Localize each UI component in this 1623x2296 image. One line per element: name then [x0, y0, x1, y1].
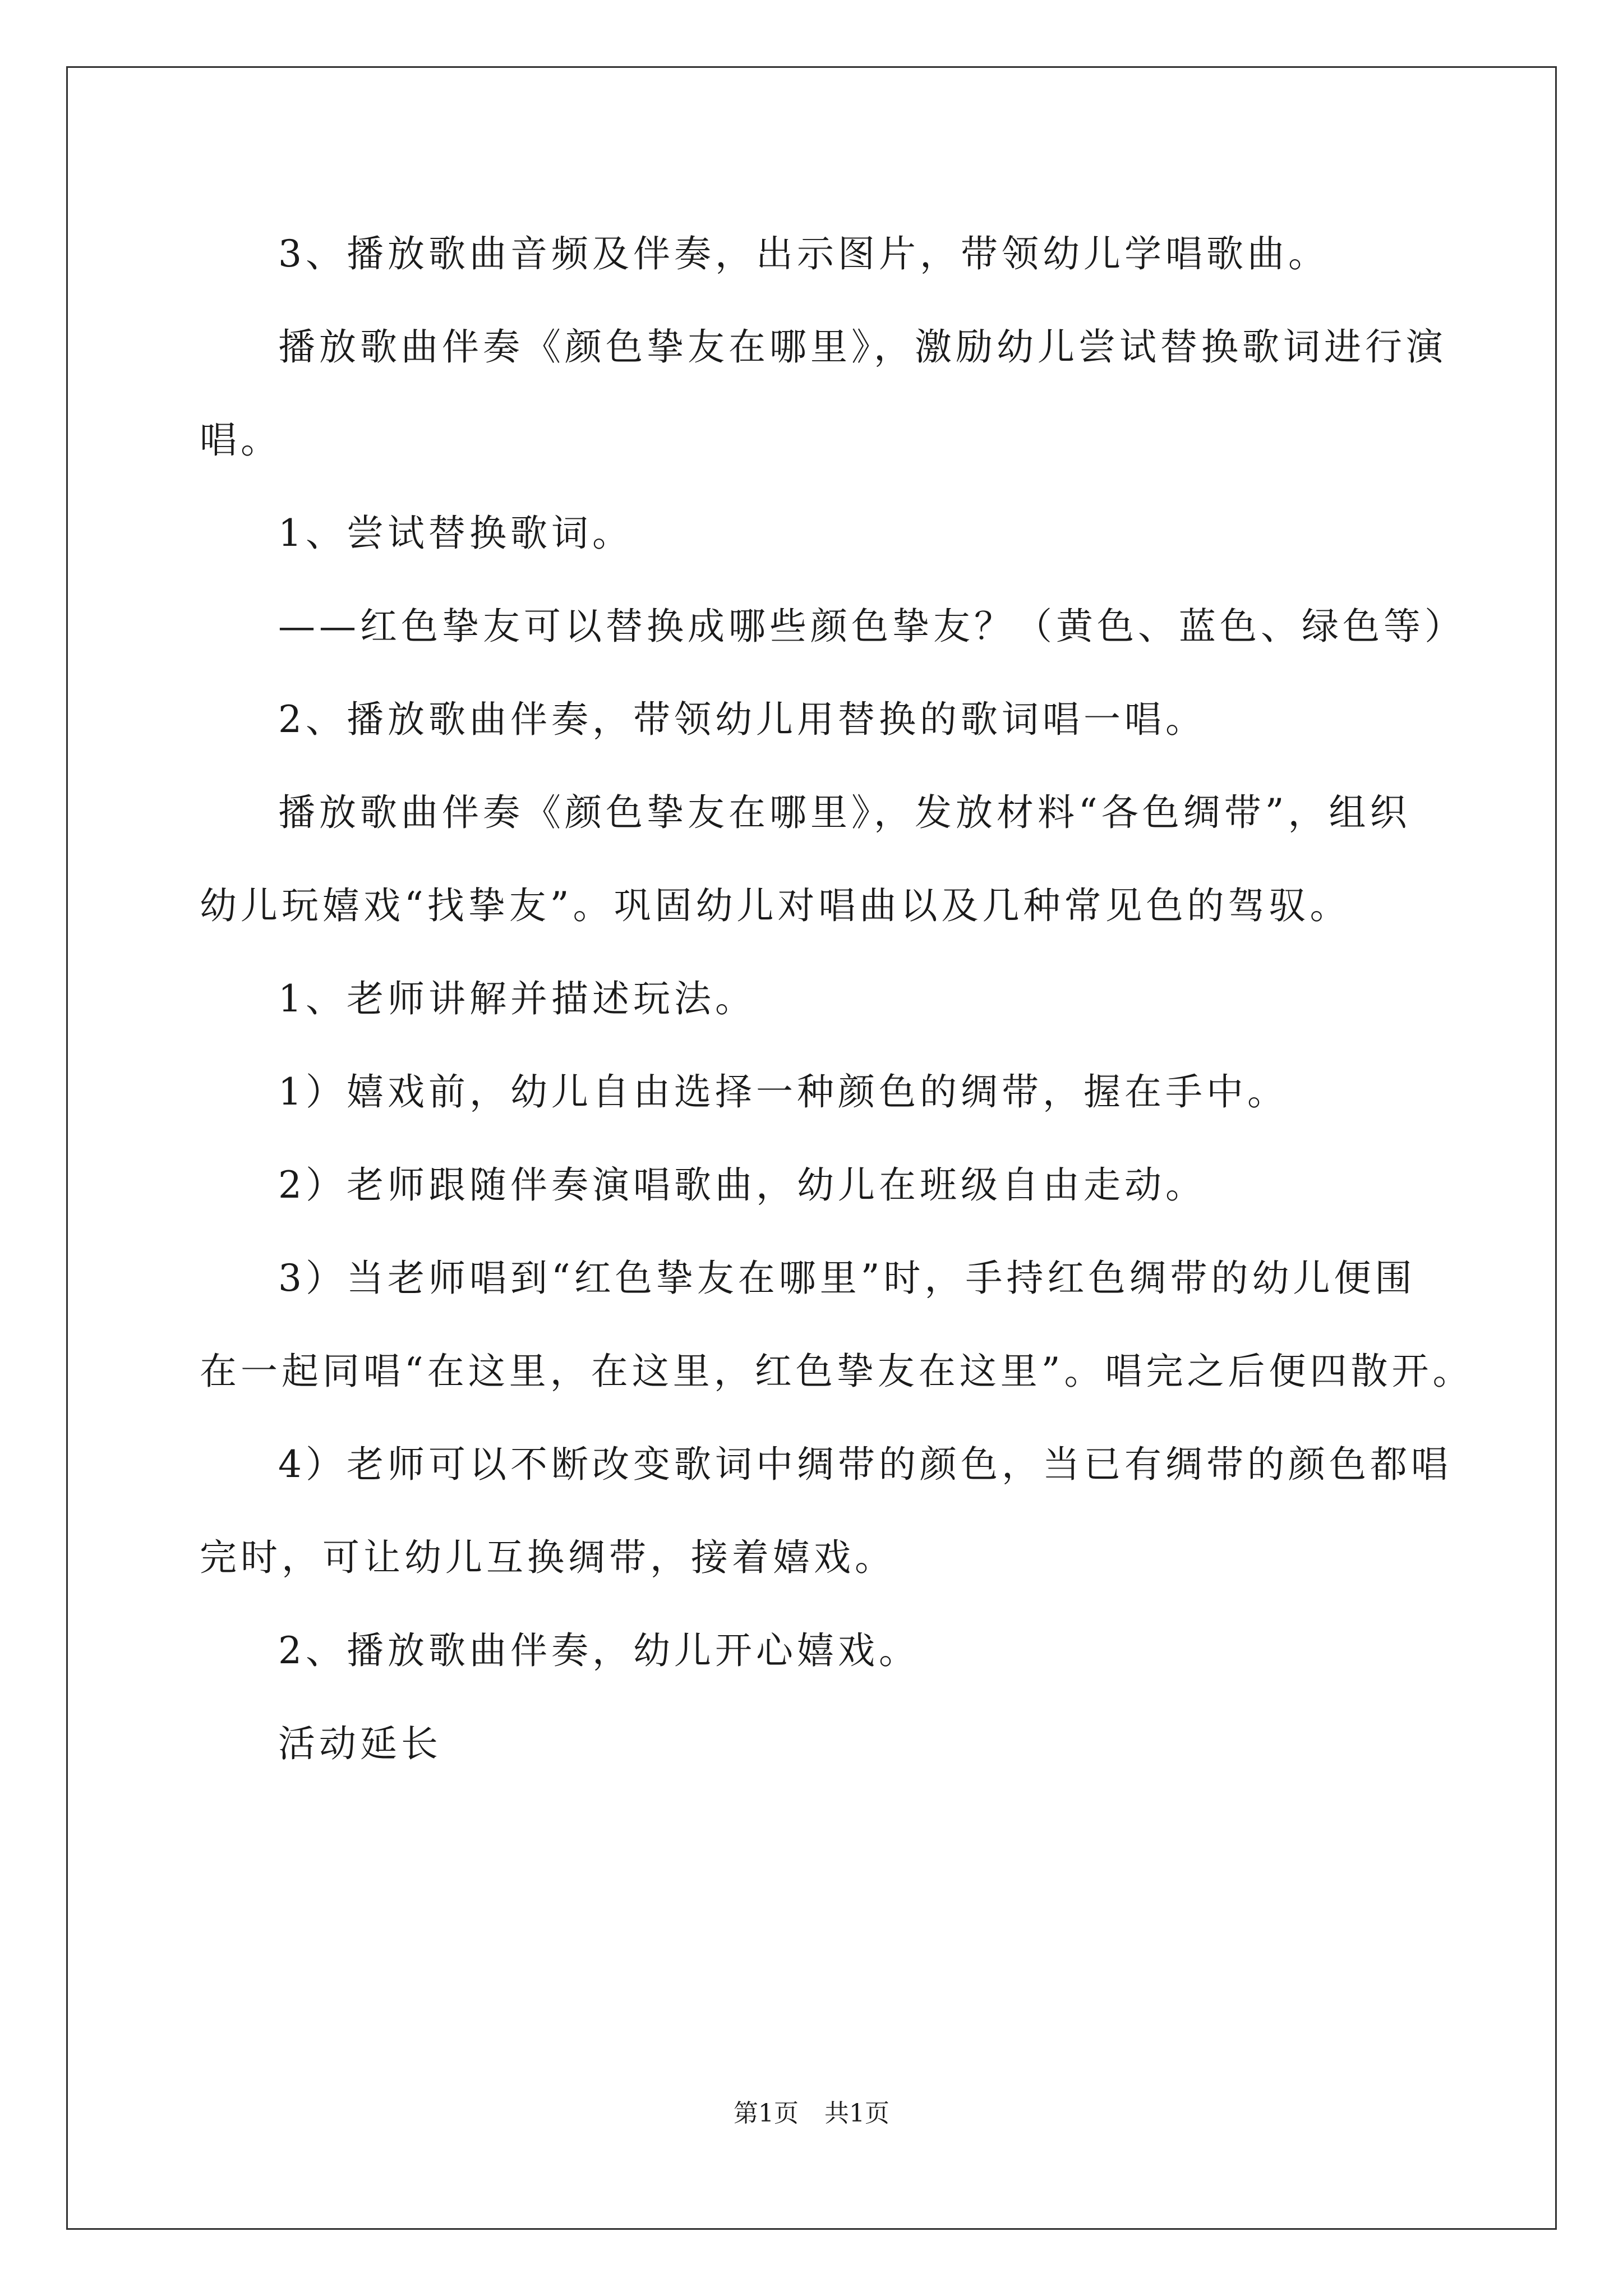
paragraph-question: ——红色挚友可以替换成哪些颜色挚友？（黄色、蓝色、绿色等）: [278, 605, 1465, 648]
page-number-current: 第1页: [734, 2099, 799, 2128]
paragraph-step-3: 3、播放歌曲音频及伴奏，出示图片，带领幼儿学唱歌曲。: [278, 232, 1329, 275]
paragraph-step-1-try: 1、尝试替换歌词。: [278, 512, 633, 555]
paragraph-step-2-play: 2、播放歌曲伴奏，幼儿开心嬉戏。: [278, 1629, 920, 1672]
paragraph-replace-lyrics-line-1: 播放歌曲伴奏《颜色挚友在哪里》，激励幼儿尝试替换歌词进行演: [278, 325, 1447, 369]
paragraph-rule-4-line-2: 完时，可让幼儿互换绸带，接着嬉戏。: [200, 1536, 896, 1579]
paragraph-replace-lyrics-line-2: 唱。: [200, 418, 282, 462]
paragraph-step-2-sing: 2、播放歌曲伴奏，带领幼儿用替换的歌词唱一唱。: [278, 698, 1206, 741]
paragraph-rule-4-line-1: 4）老师可以不断改变歌词中绸带的颜色，当已有绸带的颜色都唱: [278, 1443, 1452, 1486]
page-number-total: 共1页: [824, 2099, 889, 2128]
paragraph-game-line-1: 播放歌曲伴奏《颜色挚友在哪里》，发放材料“各色绸带”，组织: [278, 791, 1411, 834]
document-body: [200, 208, 1474, 1791]
section-heading-extension: 活动延长: [278, 1722, 442, 1765]
paragraph-rule-3-line-1: 3）当老师唱到“红色挚友在哪里”时，手持红色绸带的幼儿便围: [278, 1257, 1416, 1300]
paragraph-step-1-explain: 1、老师讲解并描述玩法。: [278, 977, 756, 1020]
paragraph-game-line-2: 幼儿玩嬉戏“找挚友”。巩固幼儿对唱曲以及几种常见色的驾驭。: [200, 884, 1351, 927]
paragraph-rule-2: 2）老师跟随伴奏演唱歌曲，幼儿在班级自由走动。: [278, 1163, 1206, 1207]
page-footer: [0, 2097, 1623, 2131]
paragraph-rule-1: 1）嬉戏前，幼儿自由选择一种颜色的绸带，握在手中。: [278, 1070, 1288, 1114]
paragraph-rule-3-line-2: 在一起同唱“在这里，在这里，红色挚友在这里”。唱完之后便四散开。: [200, 1350, 1474, 1393]
